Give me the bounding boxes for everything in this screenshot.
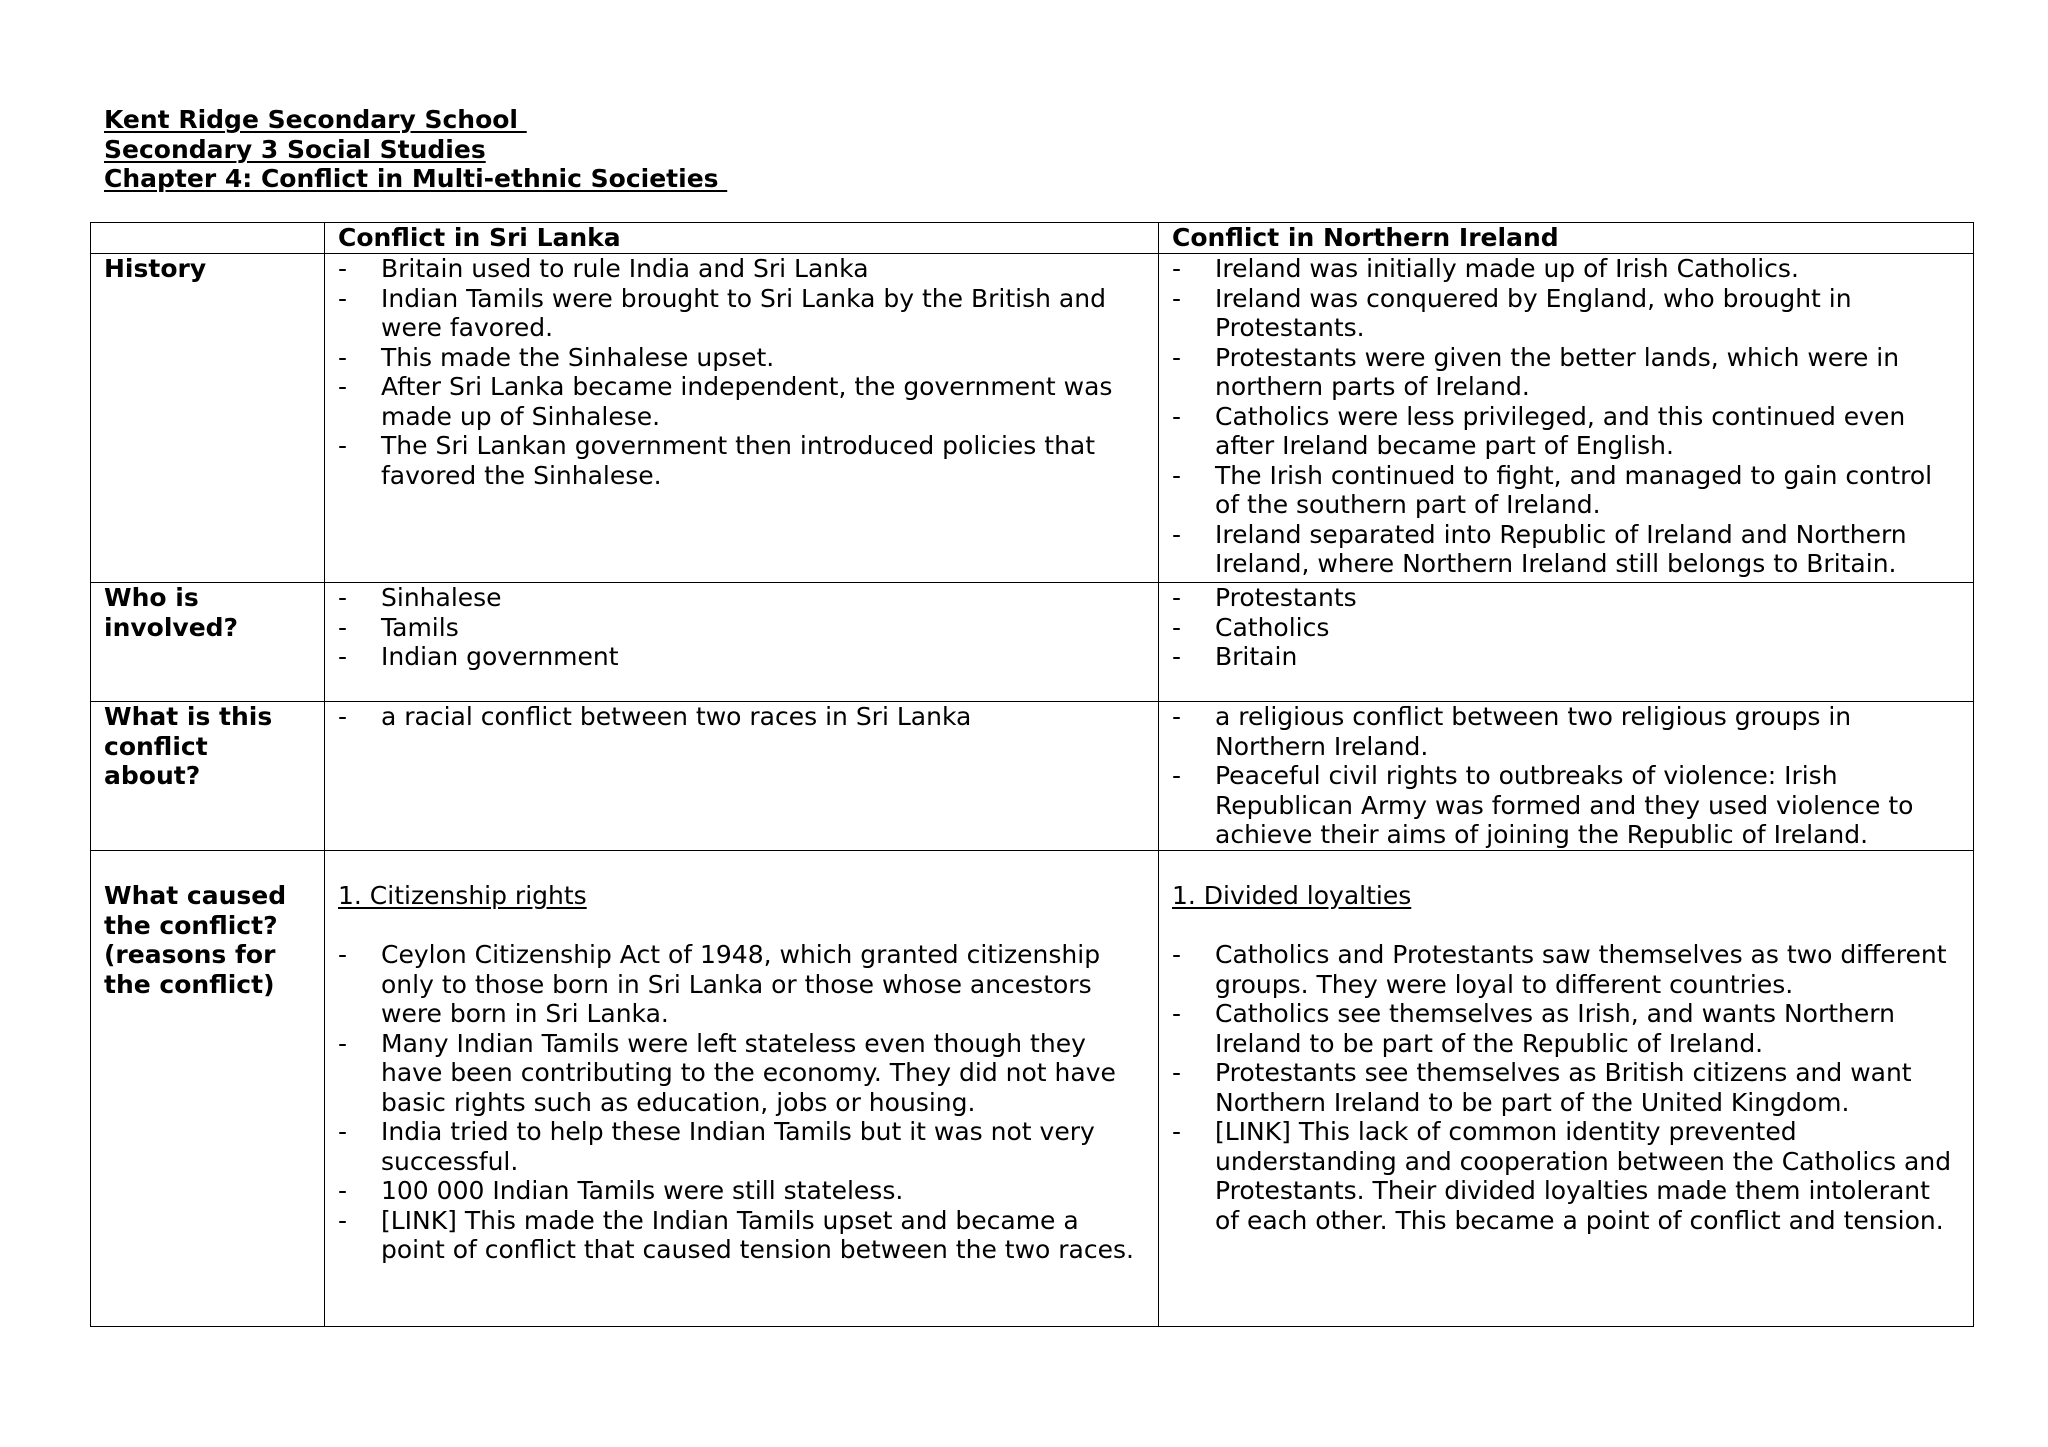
causes-sri-lanka-list (338, 940, 1146, 1265)
chapter-title: Chapter 4: Conflict in Multi-ethnic Societies (104, 164, 728, 193)
list-item (338, 702, 1146, 732)
dash-bullet: - (338, 1028, 348, 1058)
cell-about-northern-ireland (1159, 702, 1974, 851)
cell-involved-northern-ireland (1159, 583, 1974, 702)
list-item (338, 940, 1146, 1029)
dash-bullet: - (1172, 342, 1182, 372)
about-northern-ireland-list (1172, 702, 1961, 850)
list-item (1172, 1058, 1961, 1117)
list-item (1172, 999, 1961, 1058)
subject-title: Secondary 3 Social Studies (104, 134, 486, 164)
list-item-text: Ceylon Citizenship Act of 1948, which granted citizenship only to those born in Sri Lanka or those whose ancestors were born in Sri Lanka. (381, 940, 1101, 1028)
list-item (338, 642, 1146, 672)
dash-bullet: - (338, 1117, 348, 1146)
list-item-text: Indian Tamils were brought to Sri Lanka by the British and were favored. (381, 283, 1106, 342)
list-item-text: After Sri Lanka became independent, the government was made up of Sinhalese. (381, 372, 1113, 431)
header-cell-blank (91, 223, 325, 254)
list-item-text: 100 000 Indian Tamils were still stateless. (381, 1176, 904, 1205)
list-item (338, 1176, 1146, 1206)
list-item-text: Britain (1215, 642, 1298, 671)
dash-bullet: - (338, 583, 348, 612)
header-cell-northern-ireland: Conflict in Northern Ireland (1159, 223, 1974, 254)
list-item-text: Britain used to rule India and Sri Lanka (381, 254, 869, 283)
dash-bullet: - (338, 1205, 348, 1235)
dash-bullet: - (1172, 283, 1182, 313)
involved-northern-ireland-list (1172, 583, 1961, 672)
list-item (1172, 461, 1961, 520)
dash-bullet: - (338, 642, 348, 671)
list-item-text: Ireland separated into Republic of Ireland and Northern Ireland, where Northern Ireland still belongs to Britain. (1215, 519, 1907, 578)
list-item (338, 372, 1146, 431)
list-item (1172, 343, 1961, 402)
list-item-text: [LINK] This made the Indian Tamils upset and became a point of conflict that caused tension between the two races. (381, 1205, 1134, 1264)
dash-bullet: - (338, 431, 348, 460)
list-item-text: This made the Sinhalese upset. (381, 342, 775, 372)
dash-bullet: - (1172, 583, 1182, 612)
list-item-text: Protestants were given the better lands, which were in northern parts of Ireland. (1215, 342, 1900, 401)
dash-bullet: - (1172, 940, 1182, 969)
dash-bullet: - (1172, 761, 1182, 790)
table-row-about (91, 702, 1974, 851)
list-item (1172, 940, 1961, 999)
list-item (338, 254, 1146, 284)
dash-bullet: - (1172, 702, 1182, 731)
dash-bullet: - (1172, 612, 1182, 642)
list-item-text: a religious conflict between two religious groups in Northern Ireland. (1215, 702, 1852, 761)
list-item-text: a racial conflict between two races in Sri Lanka (381, 702, 972, 731)
list-item (1172, 1117, 1961, 1235)
history-sri-lanka-list (338, 254, 1146, 490)
about-sri-lanka-list (338, 702, 1146, 732)
school-name: Kent Ridge Secondary School (104, 105, 527, 134)
document-heading (104, 105, 727, 194)
dash-bullet: - (1172, 519, 1182, 549)
list-item (1172, 702, 1961, 761)
list-item-text: Indian government (381, 642, 619, 671)
list-item-text: Ireland was conquered by England, who brought in Protestants. (1215, 283, 1852, 342)
list-item (338, 431, 1146, 490)
causes-northern-ireland-list (1172, 940, 1961, 1235)
dash-bullet: - (338, 372, 348, 401)
comparison-table (90, 222, 1974, 1327)
list-item (338, 284, 1146, 343)
list-item-text: Peaceful civil rights to outbreaks of violence: Irish Republican Army was formed and they used violence to achieve their aims of joining the Republic of Ireland. (1215, 761, 1914, 849)
list-item-text: Tamils (381, 612, 459, 642)
list-item-text: Catholics were less privileged, and this continued even after Ireland became part of English. (1215, 401, 1906, 460)
cell-causes-sri-lanka (325, 851, 1159, 1327)
list-item (1172, 613, 1961, 643)
dash-bullet: - (1172, 254, 1182, 283)
list-item-text: Protestants see themselves as British citizens and want Northern Ireland to be part of the United Kingdom. (1215, 1058, 1912, 1117)
list-item (1172, 583, 1961, 613)
dash-bullet: - (338, 254, 348, 283)
cell-history-sri-lanka (325, 254, 1159, 583)
cell-history-northern-ireland (1159, 254, 1974, 583)
dash-bullet: - (338, 702, 348, 731)
list-item (338, 613, 1146, 643)
list-item (1172, 254, 1961, 284)
list-item (338, 583, 1146, 613)
dash-bullet: - (338, 342, 348, 372)
list-item-text: Sinhalese (381, 583, 502, 612)
dash-bullet: - (338, 940, 348, 969)
causes-label-text: What caused the conflict? (reasons for the conflict) (104, 881, 287, 999)
causes-northern-ireland-subheading: 1. Divided loyalties (1172, 881, 1412, 910)
table-row-history (91, 254, 1974, 583)
dash-bullet: - (1172, 401, 1182, 431)
list-item-text: [LINK] This lack of common identity prevented understanding and cooperation between the Catholics and Protestants. Their divided loyalties made them intolerant of each other. This became a point of conflict and tension. (1215, 1117, 1952, 1235)
involved-sri-lanka-list (338, 583, 1146, 672)
row-label-history: History (91, 254, 325, 583)
list-item-text: Protestants (1215, 583, 1357, 612)
row-label-about: What is this conflict about? (91, 702, 325, 851)
list-item (338, 1117, 1146, 1176)
list-item-text: Catholics (1215, 612, 1330, 642)
list-item-text: The Irish continued to fight, and managed to gain control of the southern part of Ireland. (1215, 460, 1933, 519)
list-item-text: Many Indian Tamils were left stateless even though they have been contributing to the economy. They did not have basic rights such as education, jobs or housing. (381, 1028, 1116, 1117)
dash-bullet: - (1172, 999, 1182, 1028)
dash-bullet: - (1172, 642, 1182, 671)
header-cell-sri-lanka: Conflict in Sri Lanka (325, 223, 1159, 254)
list-item (1172, 284, 1961, 343)
list-item (338, 1029, 1146, 1118)
dash-bullet: - (1172, 460, 1182, 490)
list-item-text: The Sri Lankan government then introduced policies that favored the Sinhalese. (381, 431, 1096, 490)
list-item (1172, 761, 1961, 850)
list-item-text: Ireland was initially made up of Irish Catholics. (1215, 254, 1799, 283)
list-item-text: Catholics and Protestants saw themselves as two different groups. They were loyal to different countries. (1215, 940, 1947, 999)
row-label-involved: Who is involved? (91, 583, 325, 702)
list-item (1172, 520, 1961, 579)
dash-bullet: - (338, 1176, 348, 1205)
list-item (338, 1206, 1146, 1265)
dash-bullet: - (338, 283, 348, 313)
causes-sri-lanka-subheading: 1. Citizenship rights (338, 881, 587, 910)
cell-involved-sri-lanka (325, 583, 1159, 702)
list-item-text: India tried to help these Indian Tamils but it was not very successful. (381, 1117, 1095, 1176)
table-row-involved (91, 583, 1974, 702)
dash-bullet: - (1172, 1058, 1182, 1087)
dash-bullet: - (1172, 1117, 1182, 1146)
list-item-text: Catholics see themselves as Irish, and wants Northern Ireland to be part of the Republic of Ireland. (1215, 999, 1895, 1058)
list-item (338, 343, 1146, 373)
list-item (1172, 642, 1961, 672)
table-row-causes (91, 851, 1974, 1327)
history-northern-ireland-list (1172, 254, 1961, 579)
cell-about-sri-lanka (325, 702, 1159, 851)
dash-bullet: - (338, 612, 348, 642)
row-label-causes (91, 851, 325, 1327)
table-header-row (91, 223, 1974, 254)
cell-causes-northern-ireland (1159, 851, 1974, 1327)
list-item (1172, 402, 1961, 461)
